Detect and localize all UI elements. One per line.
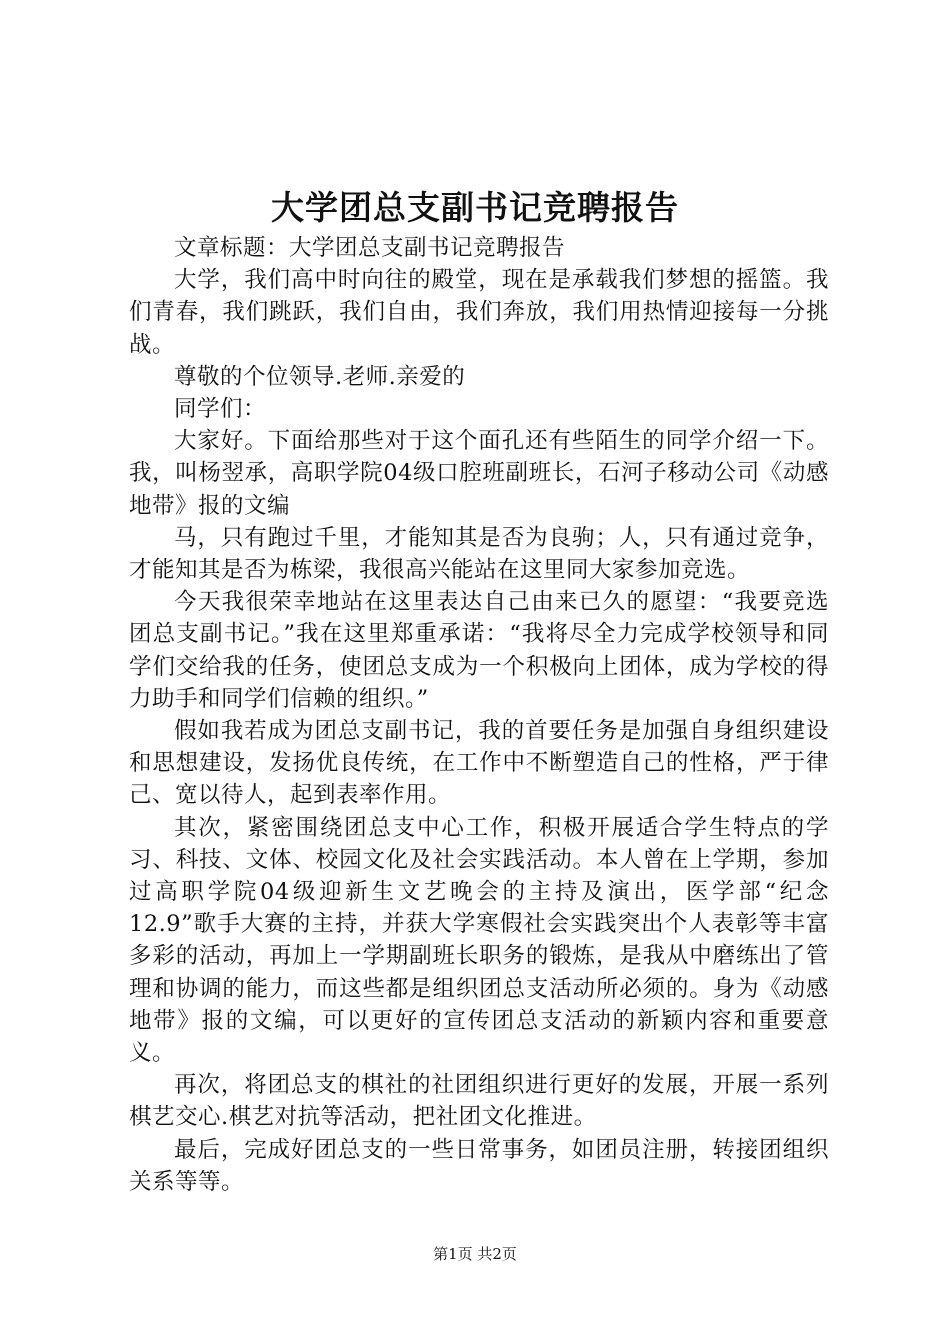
document-title: 大学团总支副书记竞聘报告 (271, 188, 679, 227)
paragraph-first-task: 假如我若成为团总支副书记，我的首要任务是加强自身组织建设和思想建设，发扬优良传统，在工作中不断塑造自己的性格，严于律己、宽以待人，起到表率作用。 (129, 718, 829, 809)
paragraph-article-title: 文章标题：大学团总支副书记竞聘报告 (174, 235, 566, 261)
paragraph-third-task: 再次，将团总支的棋社的社团组织进行更好的发展，开展一系列棋艺交心.棋艺对抗等活动，把社团文化推进。 (129, 1072, 829, 1131)
paragraph-final-task: 最后，完成好团总支的一些日常事务，如团员注册，转接团组织关系等等。 (129, 1136, 829, 1195)
paragraph-salutation-cont: 同学们： (174, 396, 267, 423)
paragraph-self-introduction: 大家好。下面给那些对于这个面孔还有些陌生的同学介绍一下。我，叫杨翌承，高职学院04级口腔班副班长，石河子移动公司《动感地带》报的文编 (129, 428, 829, 519)
paragraph-pledge: 今天我很荣幸地站在这里表达自己由来已久的愿望：“我要竞选团总支副书记。”我在这里郑重承诺：“我将尽全力完成学校领导和同学们交给我的任务，使团总支成为一个积极向上团体，成为学校的得力助手和同学们信赖的组织。” (129, 589, 829, 712)
page-footer: 第1页 共2页 (433, 1245, 517, 1263)
paragraph-salutation: 尊敬的个位领导.老师.亲爱的 (174, 363, 466, 390)
paragraph-intro: 大学，我们高中时向往的殿堂，现在是承载我们梦想的摇篮。我们青春，我们跳跃，我们自由，我们奔放，我们用热情迎接每一分挑战。 (129, 267, 829, 358)
paragraph-second-task: 其次，紧密围绕团总支中心工作，积极开展适合学生特点的学习、科技、文体、校园文化及社会实践活动。本人曾在上学期，参加过高职学院04级迎新生文艺晚会的主持及演出，医学部“纪念12.9”歌手大赛的主持，并获大学寒假社会实践突出个人表彰等丰富多彩的活动，再加上一学期副班长职务的锻炼，是我从中磨练出了管理和协调的能力，而这些都是组织团总支活动所必须的。身为《动感地带》报的文编，可以更好的宣传团总支活动的新颖内容和重要意义。 (129, 814, 829, 1067)
paragraph-competition: 马，只有跑过千里，才能知其是否为良驹；人，只有通过竞争，才能知其是否为栋梁，我很高兴能站在这里同大家参加竞选。 (129, 524, 829, 584)
document-body (129, 232, 829, 1198)
